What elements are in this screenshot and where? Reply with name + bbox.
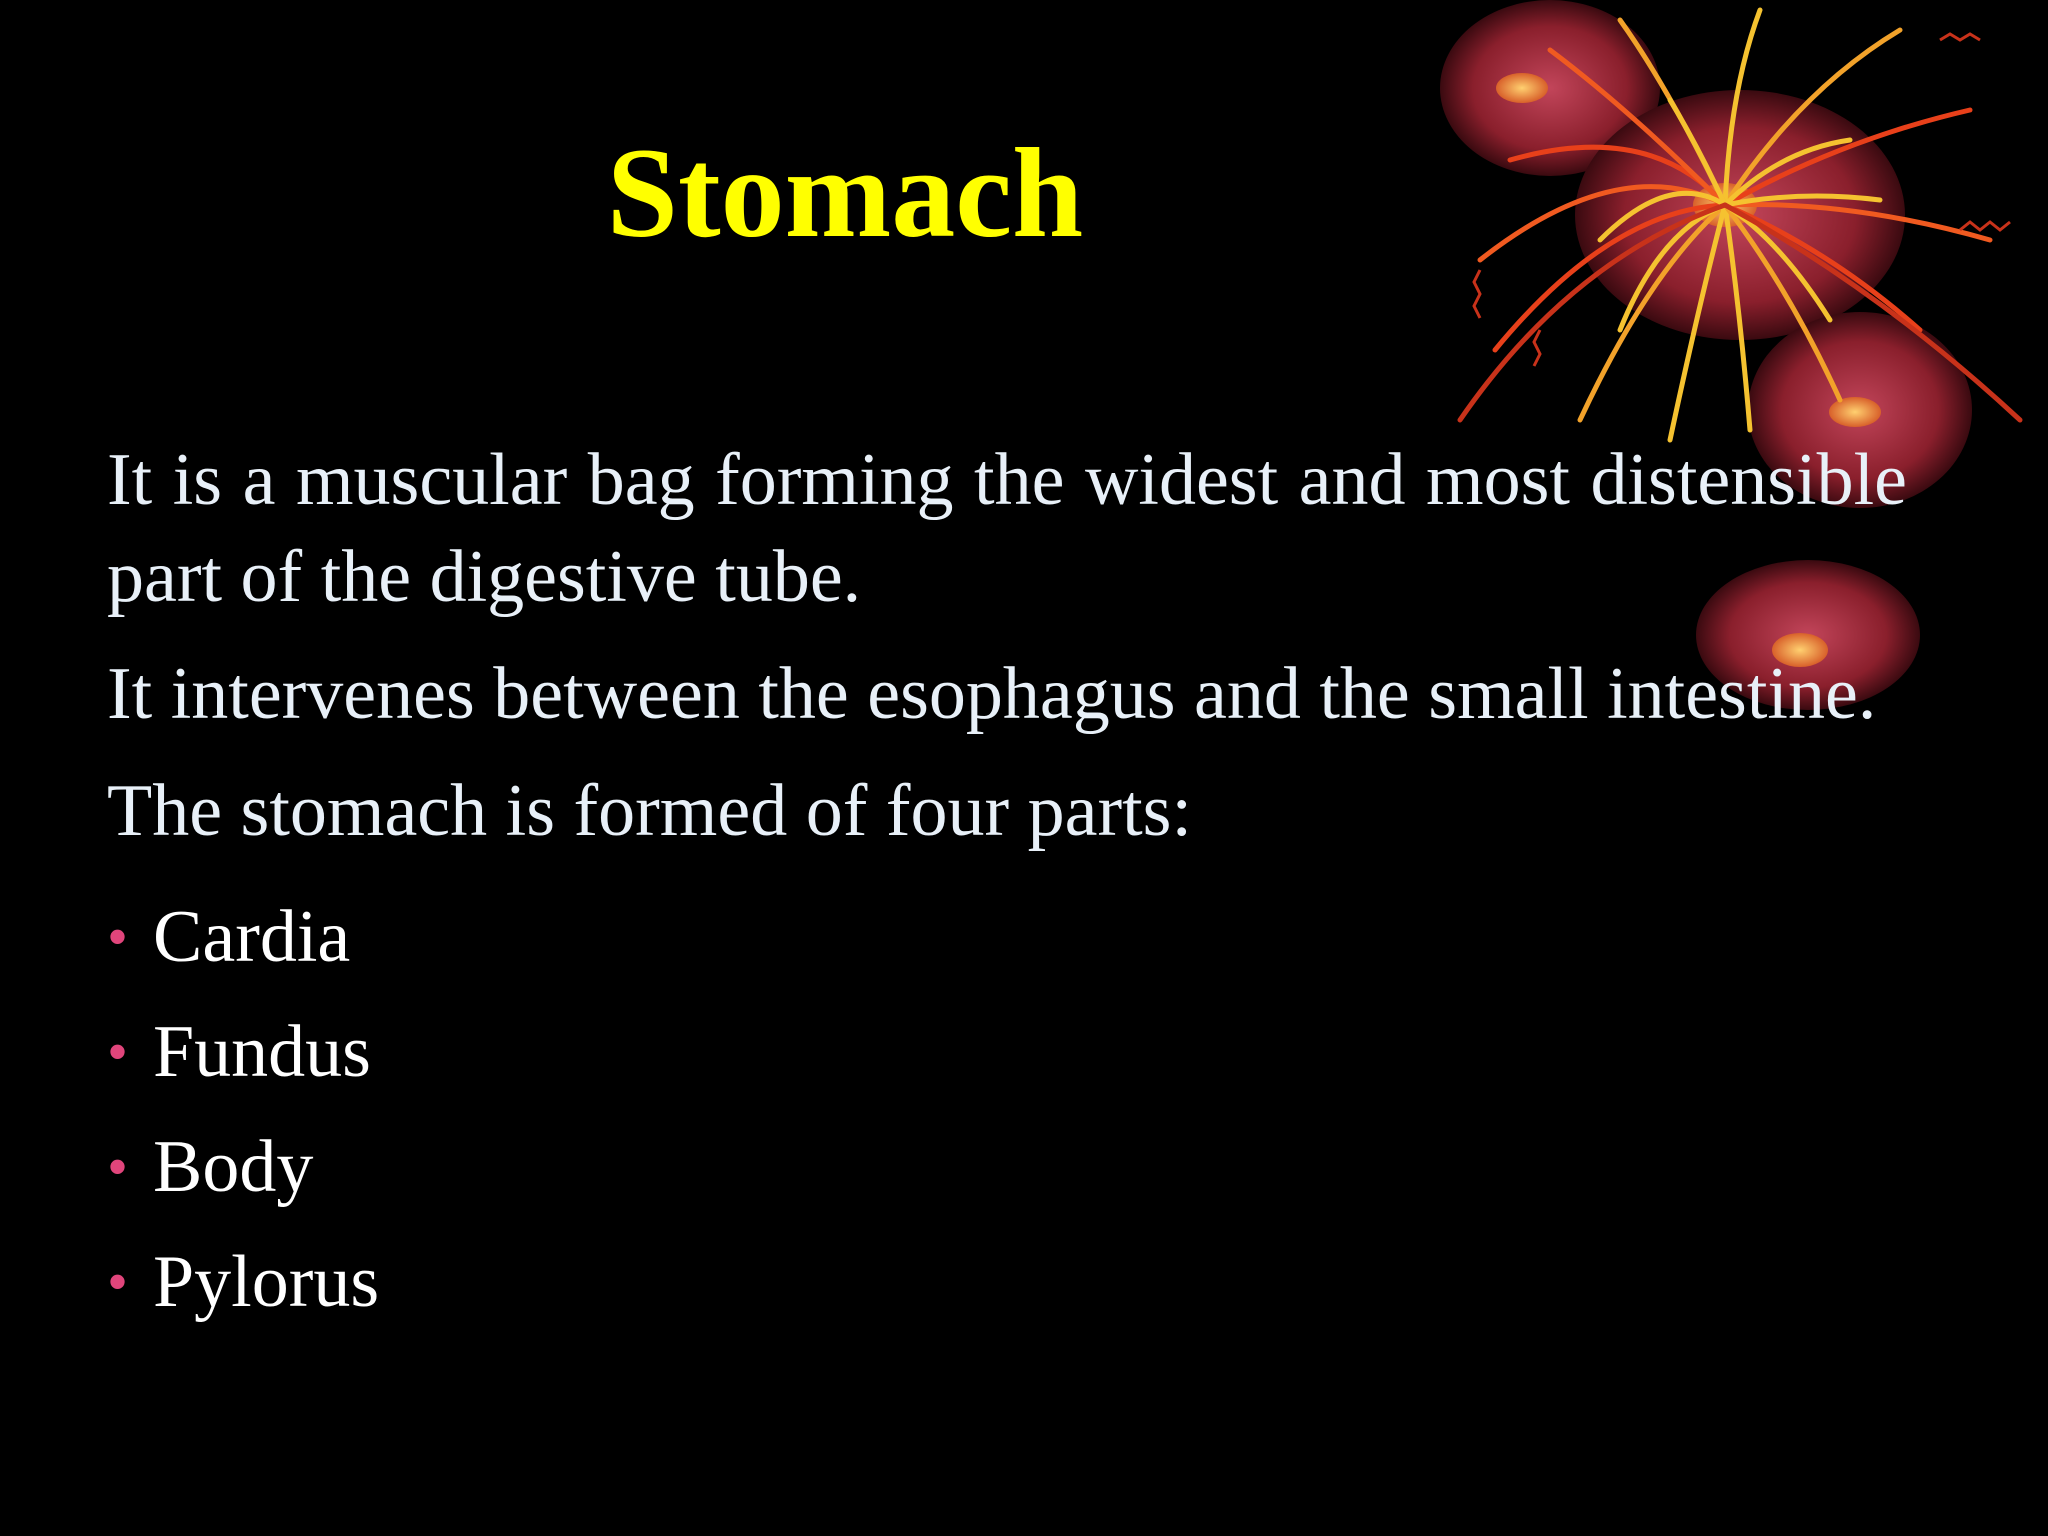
- list-item-label: Fundus: [153, 1011, 371, 1093]
- bullet-icon: •: [107, 904, 129, 970]
- paragraph-parts-intro: The stomach is formed of four parts:: [107, 770, 1193, 852]
- list-item-body: [107, 1110, 1907, 1225]
- bullet-icon: •: [107, 1249, 129, 1315]
- list-item-label: Body: [153, 1126, 314, 1208]
- slide-title: Stomach: [606, 122, 1084, 264]
- list-item-fundus: [107, 995, 1907, 1110]
- paragraph-definition: It is a muscular bag forming the widest and most distensible part of the digestive tube.: [107, 439, 1907, 618]
- bullet-icon: •: [107, 1134, 129, 1200]
- list-item-label: Pylorus: [153, 1241, 380, 1323]
- list-item-pylorus: [107, 1225, 1907, 1340]
- bullet-icon: •: [107, 1019, 129, 1085]
- paragraph-position: It intervenes between the esophagus and the small intestine.: [107, 653, 1877, 735]
- list-item-cardia: [107, 880, 1907, 995]
- parts-list: [107, 880, 1907, 1340]
- slide-body: [107, 432, 1907, 1340]
- list-item-label: Cardia: [153, 896, 351, 978]
